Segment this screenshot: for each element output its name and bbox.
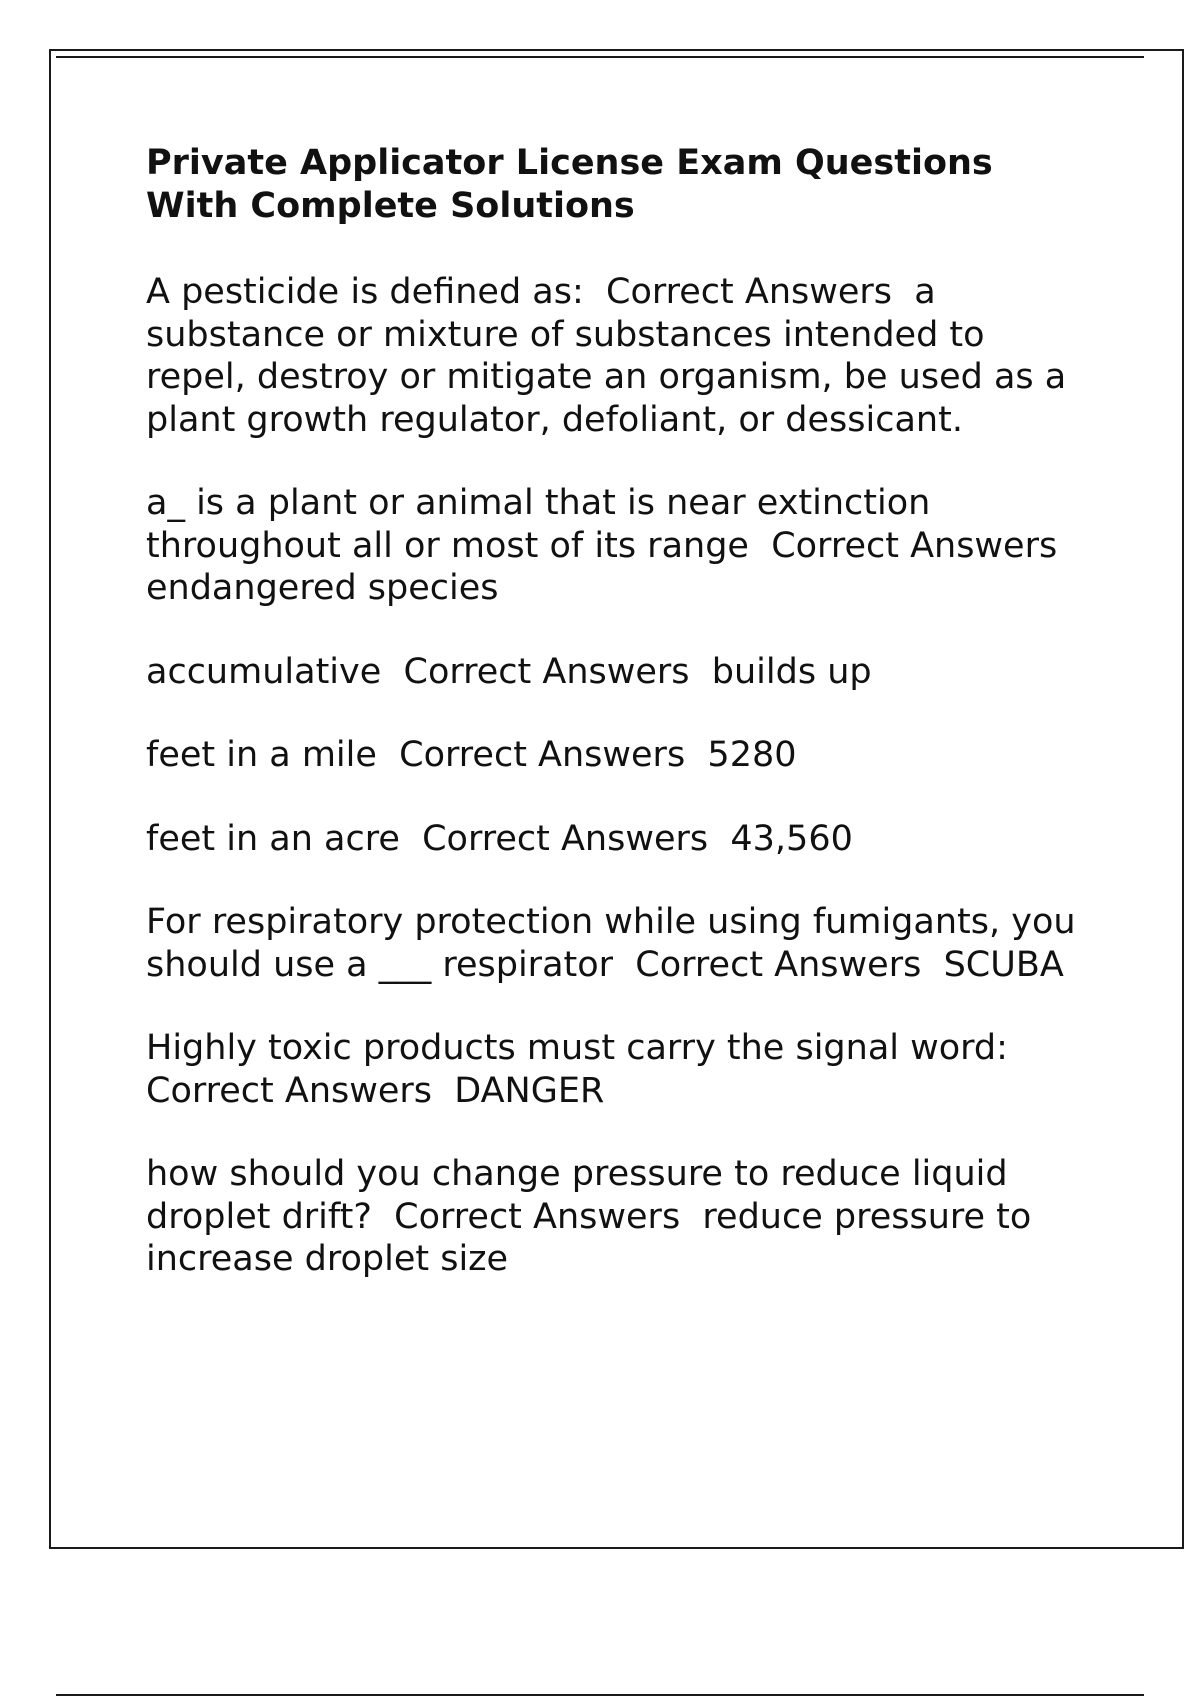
qa-item-3: accumulative Correct Answers builds up <box>146 651 872 692</box>
qa-item-7: Highly toxic products must carry the signal word: Correct Answers DANGER <box>146 1028 1031 1111</box>
qa-item-5: feet in an acre Correct Answers 43,560 <box>146 818 853 859</box>
qa-item-6: For respiratory protection while using fumigants, you should use a ___ respirator Correct Answers SCUBA <box>146 902 1087 985</box>
qa-item-1: A pesticide is defined as: Correct Answers a substance or mixture of substances intended to repel, destroy or mitigate an organism, be used as a plant growth regulator, defoliant, or dessicant. <box>146 272 1078 440</box>
qa-item-2: a_ is a plant or animal that is near extinction throughout all or most of its range Correct Answers endangered species <box>146 483 1080 608</box>
qa-item-8: how should you change pressure to reduce liquid droplet drift? Correct Answers reduce pressure to increase droplet size <box>146 1154 1043 1279</box>
qa-item-4: feet in a mile Correct Answers 5280 <box>146 735 797 775</box>
question-answer-list <box>146 271 1086 1281</box>
footer-rule <box>56 1694 1144 1696</box>
document-title: Private Applicator License Exam Questions With Complete Solutions <box>146 143 993 226</box>
header-rule <box>56 56 1144 58</box>
document-body <box>146 142 1086 1281</box>
